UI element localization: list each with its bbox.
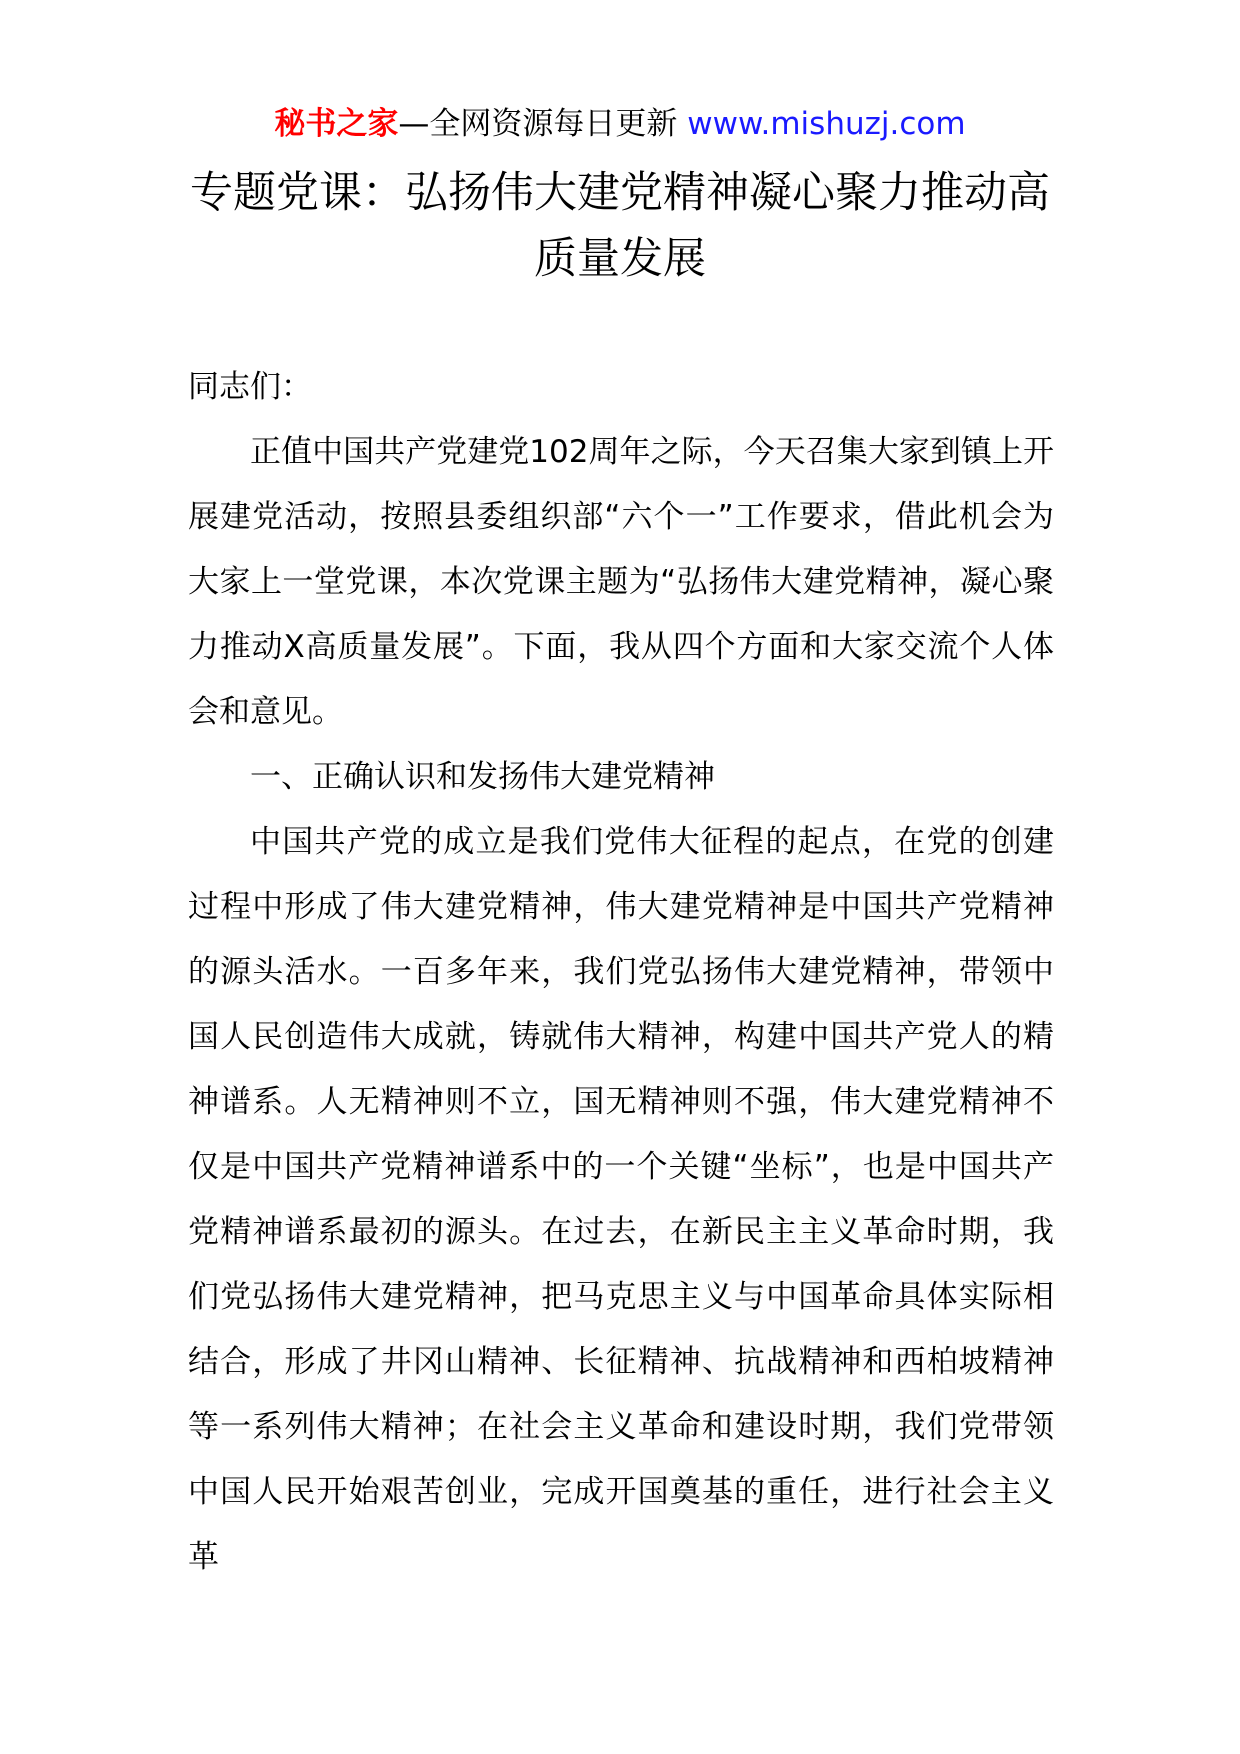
site-url-link[interactable]: www.mishuzj.com [687, 106, 966, 142]
salutation: 同志们： [188, 369, 312, 405]
document-body [188, 355, 1054, 1590]
site-tagline: —全网资源每日更新 [398, 106, 688, 142]
document-title: 专题党课：弘扬伟大建党精神凝心聚力推动高质量发展 [190, 168, 1050, 284]
body-paragraph: 正值中国共产党建党102周年之际，今天召集大家到镇上开展建党活动，按照县委组织部“六个一”工作要求，借此机会为大家上一堂党课，本次党课主题为“弘扬伟大建党精神，凝心聚力推动X高质量发展”。下面，我从四个方面和大家交流个人体会和意见。 [188, 434, 1054, 730]
site-header [0, 100, 1240, 148]
section-heading: 一、正确认识和发扬伟大建党精神 [250, 759, 715, 795]
site-name: 秘书之家 [274, 106, 399, 142]
body-paragraph: 中国共产党的成立是我们党伟大征程的起点，在党的创建过程中形成了伟大建党精神，伟大建党精神是中国共产党精神的源头活水。一百多年来，我们党弘扬伟大建党精神，带领中国人民创造伟大成就，铸就伟大精神，构建中国共产党人的精神谱系。人无精神则不立，国无精神则不强，伟大建党精神不仅是中国共产党精神谱系中的一个关键“坐标”，也是中国共产党精神谱系最初的源头。在过去，在新民主主义革命时期，我们党弘扬伟大建党精神，把马克思主义与中国革命具体实际相结合，形成了井冈山精神、长征精神、抗战精神和西柏坡精神等一系列伟大精神；在社会主义革命和建设时期，我们党带领中国人民开始艰苦创业，完成开国奠基的重任，进行社会主义革 [188, 824, 1054, 1575]
